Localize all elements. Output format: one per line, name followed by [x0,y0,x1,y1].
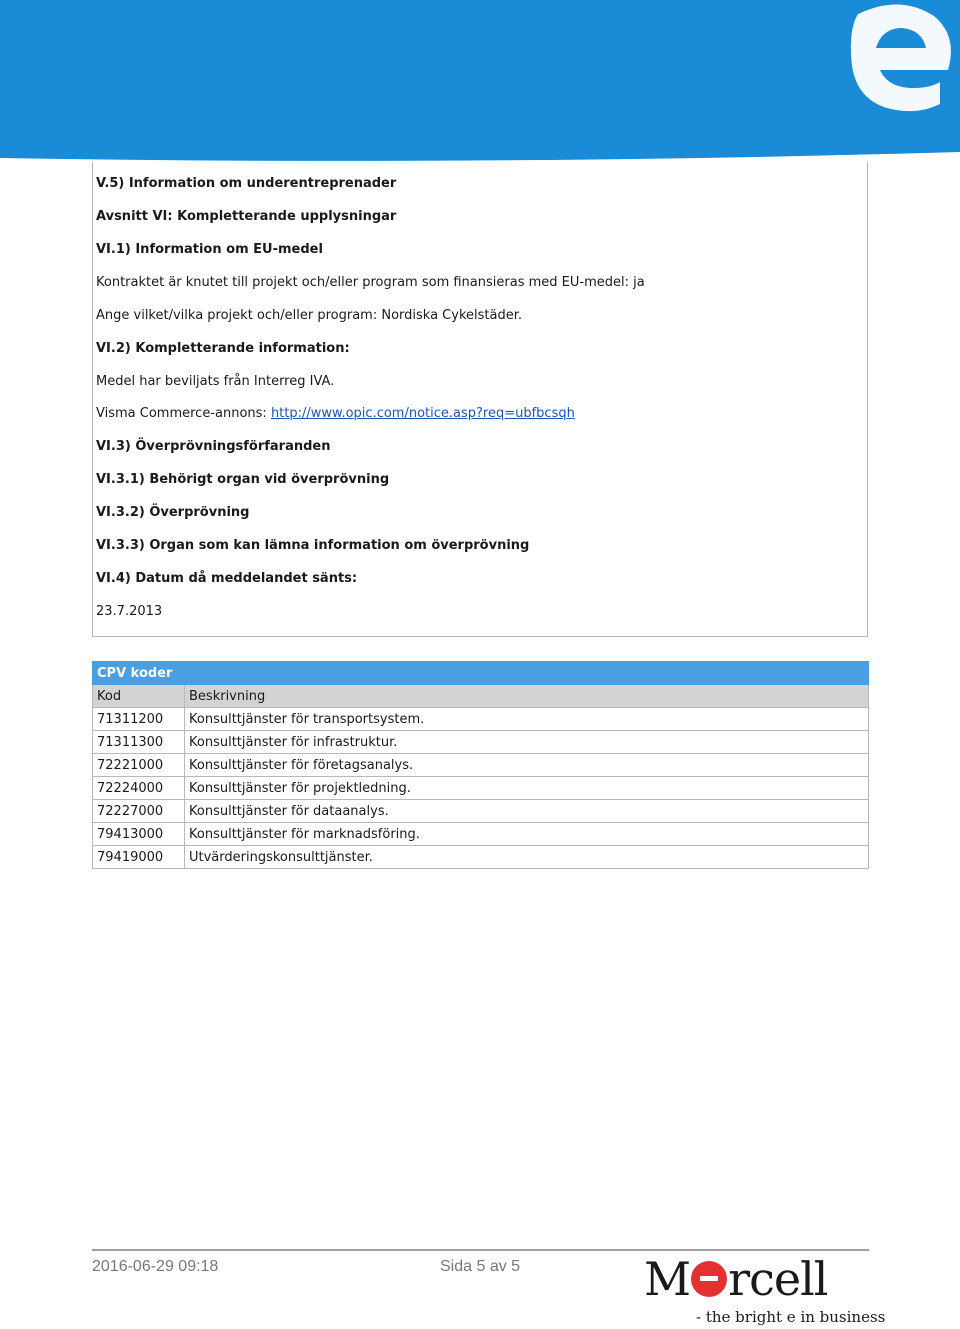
cpv-title-row [93,662,869,685]
cpv-code: 72221000 [93,754,185,777]
cpv-code: 72224000 [93,777,185,800]
cpv-row [93,846,869,869]
cpv-table [92,661,869,869]
cpv-row [93,754,869,777]
logo-text-right: rcell [728,1252,828,1306]
footer-date: 2016-06-29 09:18 [92,1258,219,1275]
cpv-code: 79413000 [93,823,185,846]
cpv-row [93,731,869,754]
notice-line: VI.3.2) Överprövning [96,505,250,520]
notice-line: V.5) Information om underentreprenader [96,176,397,191]
notice-section [92,162,868,637]
cpv-code: 72227000 [93,800,185,823]
logo-e-icon [691,1261,727,1297]
cpv-code: 71311300 [93,731,185,754]
header-banner [0,0,960,165]
cpv-description: Konsulttjänster för marknadsföring. [185,823,869,846]
cpv-row [93,777,869,800]
cpv-code: 79419000 [93,846,185,869]
cpv-header-row [93,685,869,708]
visma-label: Visma Commerce-annons: [96,406,271,421]
cpv-row [93,708,869,731]
notice-line: Ange vilket/vilka projekt och/eller program: Nordiska Cykelstäder. [96,308,522,323]
cpv-row [93,823,869,846]
cpv-header-description: Beskrivning [185,685,869,708]
notice-line: VI.4) Datum då meddelandet sänts: [96,571,358,586]
notice-line: VI.1) Information om EU-medel [96,242,323,257]
visma-line [96,406,575,422]
cpv-description: Konsulttjänster för dataanalys. [185,800,869,823]
cpv-description: Utvärderingskonsulttjänster. [185,846,869,869]
logo-wordmark [644,1254,828,1304]
cpv-code: 71311200 [93,708,185,731]
notice-line: VI.3.3) Organ som kan lämna information om överprövning [96,538,530,553]
notice-line: Avsnitt VI: Kompletterande upplysningar [96,209,397,224]
cpv-description: Konsulttjänster för projektledning. [185,777,869,800]
notice-line: Kontraktet är knutet till projekt och/eller program som finansieras med EU-medel: ja [96,275,645,290]
notice-line: VI.2) Kompletterande information: [96,341,350,356]
logo-text-left: M [644,1252,691,1306]
notice-line: VI.3) Överprövningsförfaranden [96,439,331,454]
brand-e-icon [851,4,951,111]
visma-link[interactable]: http://www.opic.com/notice.asp?req=ubfbcsqh [270,406,575,421]
cpv-row [93,800,869,823]
footer-page-number: Sida 5 av 5 [440,1258,521,1275]
cpv-title: CPV koder [93,662,869,685]
logo-tagline: - the bright e in business [696,1308,886,1326]
notice-line: VI.3.1) Behörigt organ vid överprövning [96,472,390,487]
notice-line: 23.7.2013 [96,604,163,619]
footer-divider [92,1249,869,1251]
notice-line: Medel har beviljats från Interreg IVA. [96,374,335,389]
cpv-description: Konsulttjänster för företagsanalys. [185,754,869,777]
cpv-header-code: Kod [93,685,185,708]
cpv-description: Konsulttjänster för infrastruktur. [185,731,869,754]
cpv-description: Konsulttjänster för transportsystem. [185,708,869,731]
mercell-logo [644,1252,886,1328]
